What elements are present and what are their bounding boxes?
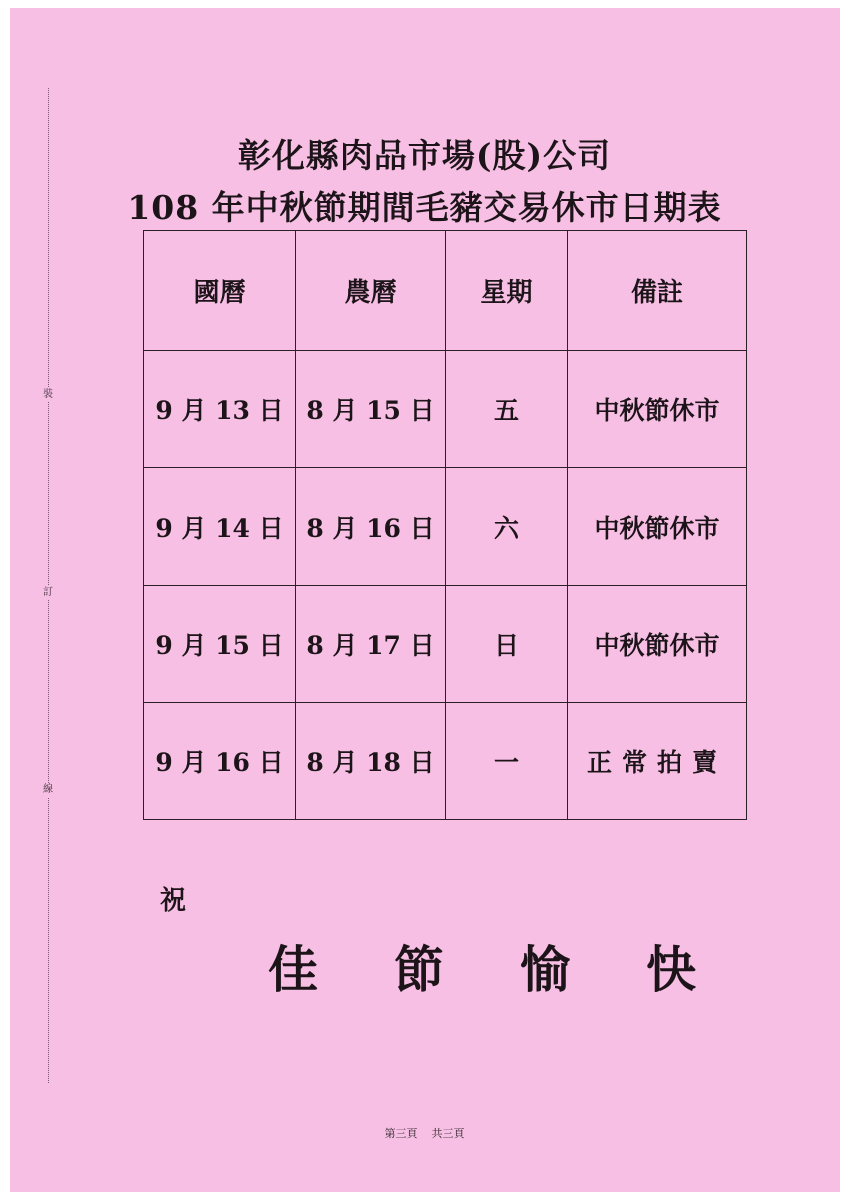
schedule-title: 108 年中秋節期間毛豬交易休市日期表 xyxy=(127,188,722,227)
holiday-greeting: 佳節愉快 xyxy=(268,940,772,999)
header-lunar-date: 農曆 xyxy=(296,231,446,351)
weekday-cell: 六 xyxy=(446,468,568,585)
blessing-text: 祝 xyxy=(160,886,187,916)
weekday-cell: 日 xyxy=(446,585,568,702)
lunar-date-cell: 8 月 15 日 xyxy=(296,351,446,468)
page-number-footer: 第三頁 共三頁 xyxy=(384,1127,465,1140)
header-solar-date: 國曆 xyxy=(144,231,296,351)
solar-date-cell: 9 月 13 日 xyxy=(144,351,296,468)
remarks-cell: 中秋節休市 xyxy=(568,585,747,702)
remarks-cell: 中秋節休市 xyxy=(568,351,747,468)
header-weekday: 星期 xyxy=(446,231,568,351)
weekday-cell: 一 xyxy=(446,702,568,819)
company-title: 彰化縣肉品市場(股)公司 xyxy=(237,136,612,175)
solar-date-cell: 9 月 16 日 xyxy=(144,702,296,819)
solar-date-cell: 9 月 15 日 xyxy=(144,585,296,702)
closure-schedule-table xyxy=(143,230,747,820)
binding-char-zhuang: 裝 xyxy=(40,388,56,402)
lunar-date-cell: 8 月 18 日 xyxy=(296,702,446,819)
table-header-row xyxy=(144,231,747,351)
binding-char-xian: 線 xyxy=(40,783,56,797)
lunar-date-cell: 8 月 17 日 xyxy=(296,585,446,702)
table-row xyxy=(144,468,747,585)
table-row xyxy=(144,702,747,819)
header-remarks: 備註 xyxy=(568,231,747,351)
remarks-cell: 中秋節休市 xyxy=(568,468,747,585)
solar-date-cell: 9 月 14 日 xyxy=(144,468,296,585)
table-row xyxy=(144,351,747,468)
weekday-cell: 五 xyxy=(446,351,568,468)
remarks-cell: 正常拍賣 xyxy=(568,702,747,819)
lunar-date-cell: 8 月 16 日 xyxy=(296,468,446,585)
table-row xyxy=(144,585,747,702)
binding-char-ding: 訂 xyxy=(40,586,56,600)
